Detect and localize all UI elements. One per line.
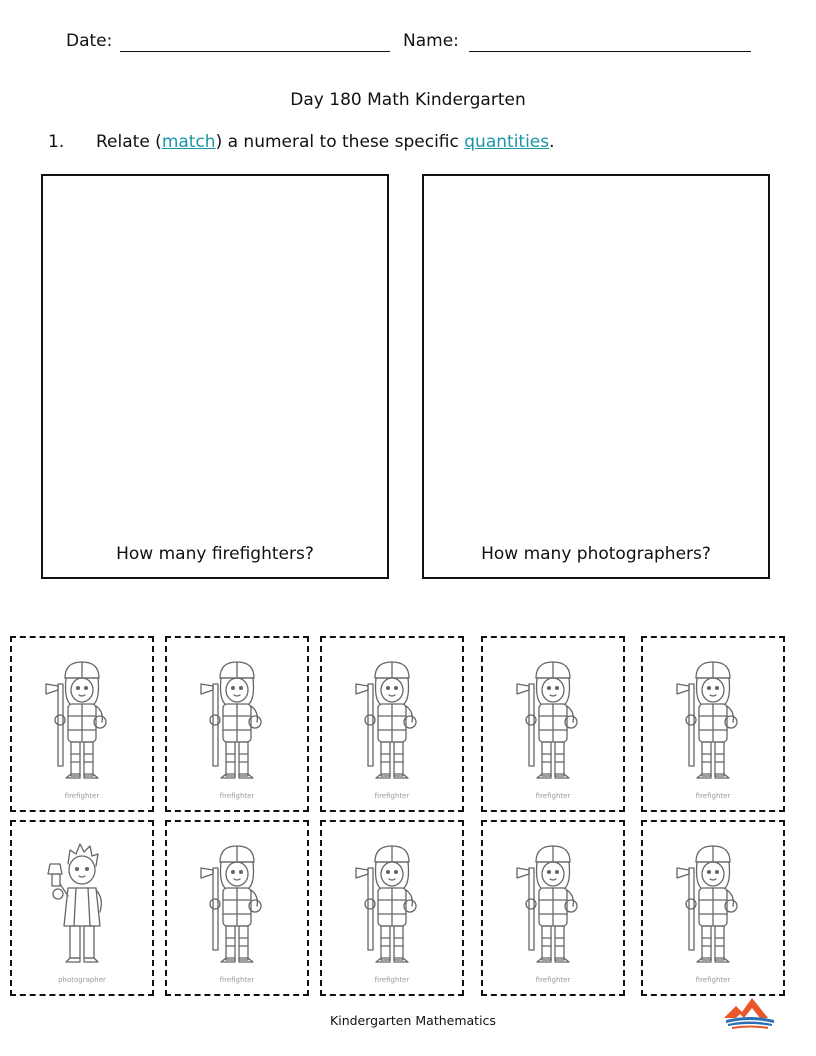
answer-box-prompt: How many firefighters?: [116, 544, 314, 564]
mountain-logo-icon: [722, 996, 778, 1030]
question-text: [96, 132, 555, 152]
cutout-card[interactable]: [641, 636, 785, 812]
page-title: Day 180 Math Kindergarten: [290, 90, 526, 110]
firefighter-icon: [505, 654, 601, 784]
cutout-card[interactable]: [165, 820, 309, 996]
name-label: Name:: [403, 31, 459, 51]
card-label: firefighter: [535, 976, 571, 984]
photographer-icon: [34, 838, 130, 968]
card-label: firefighter: [64, 792, 100, 800]
firefighter-icon: [505, 838, 601, 968]
answer-box-prompt: How many photographers?: [481, 544, 711, 564]
card-label: firefighter: [695, 976, 731, 984]
cutout-card[interactable]: [320, 636, 464, 812]
name-field[interactable]: [469, 51, 751, 52]
cutout-card[interactable]: [481, 636, 625, 812]
question-text-part: Relate (: [96, 132, 162, 152]
match-link[interactable]: match: [161, 132, 216, 152]
cutout-card[interactable]: [481, 820, 625, 996]
card-label: firefighter: [535, 792, 571, 800]
card-label: photographer: [58, 976, 106, 984]
firefighters-answer-box[interactable]: [41, 174, 389, 579]
cutout-card[interactable]: [10, 820, 154, 996]
card-label: firefighter: [374, 792, 410, 800]
cutout-card[interactable]: [165, 636, 309, 812]
firefighter-icon: [665, 838, 761, 968]
question-text-part: .: [549, 132, 555, 152]
cutout-card[interactable]: [641, 820, 785, 996]
card-label: firefighter: [219, 792, 255, 800]
card-label: firefighter: [695, 792, 731, 800]
firefighter-icon: [189, 654, 285, 784]
firefighter-icon: [344, 654, 440, 784]
card-label: firefighter: [219, 976, 255, 984]
quantities-link[interactable]: quantities: [464, 132, 550, 152]
header-row: [66, 31, 766, 57]
cutout-card[interactable]: [320, 820, 464, 996]
firefighter-icon: [344, 838, 440, 968]
footer-text: Kindergarten Mathematics: [330, 1013, 496, 1028]
photographers-answer-box[interactable]: [422, 174, 770, 579]
date-field[interactable]: [120, 51, 390, 52]
firefighter-icon: [189, 838, 285, 968]
firefighter-icon: [665, 654, 761, 784]
firefighter-icon: [34, 654, 130, 784]
question-number: 1.: [48, 132, 65, 152]
card-label: firefighter: [374, 976, 410, 984]
question-text-part: ) a numeral to these specific: [215, 132, 465, 152]
date-label: Date:: [66, 31, 113, 51]
cutout-card[interactable]: [10, 636, 154, 812]
